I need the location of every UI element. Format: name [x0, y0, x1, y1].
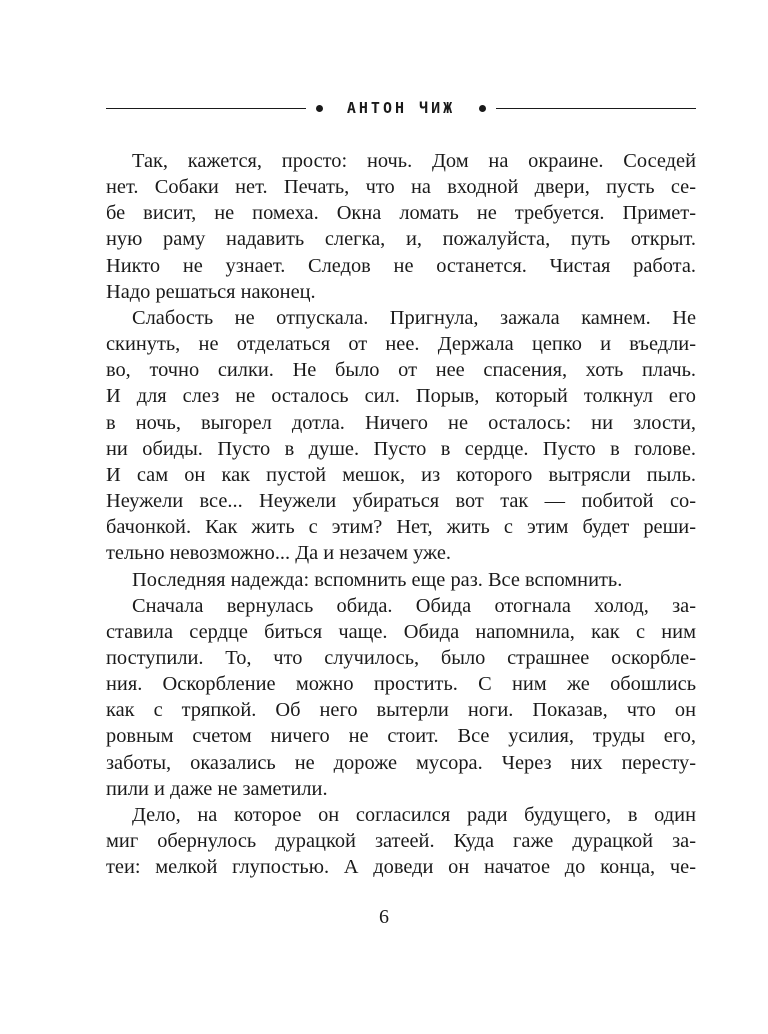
paragraph: [106, 593, 696, 802]
text-line: Последняя надежда: вспомнить еще раз. Все вспомнить.: [132, 568, 623, 591]
text-line: в ночь, выгорел дотла. Ничего не осталось: ни злости,: [106, 411, 696, 434]
text-line: Сначала вернулась обида. Обида отогнала холод, за-: [132, 594, 696, 617]
paragraph: [106, 802, 696, 880]
body-text: [106, 148, 696, 880]
text-line: И для слез не осталось сил. Порыв, который толкнул его: [106, 385, 696, 408]
running-header: [106, 96, 696, 120]
paragraph: [106, 567, 696, 593]
paragraph: [106, 305, 696, 567]
paragraph: [106, 148, 696, 305]
text-line: нет. Собаки нет. Печать, что на входной двери, пусть се-: [106, 176, 696, 199]
text-line: И сам он как пустой мешок, из которого вытрясли пыль.: [106, 463, 696, 486]
text-line: теи: мелкой глупостью. А доведи он начатое до конца, че-: [106, 856, 696, 879]
text-line: во, точно силки. Не было от нее спасения, хоть плачь.: [106, 359, 696, 382]
text-line: Так, кажется, просто: ночь. Дом на окраине. Соседей: [132, 150, 696, 172]
text-line: Никто не узнает. Следов не останется. Чистая работа.: [106, 254, 696, 277]
text-line: бачонкой. Как жить с этим? Нет, жить с этим будет реши-: [106, 516, 696, 539]
text-line: тельно невозможно... Да и незачем уже.: [106, 542, 451, 565]
text-line: ни обиды. Пусто в душе. Пусто в сердце. Пусто в голове.: [106, 437, 696, 460]
header-rule-left: [106, 108, 306, 109]
text-line: миг обернулось дурацкой затеей. Куда гаже дурацкой за-: [106, 830, 696, 853]
text-line: пили и даже не заметили.: [106, 777, 328, 800]
text-line: ния. Оскорбление можно простить. С ним же обошлись: [106, 673, 696, 696]
text-line: ную раму надавить слегка, и, пожалуйста, путь открыт.: [106, 228, 696, 251]
text-line: заботы, оказались не дороже мусора. Через них пересту-: [106, 751, 696, 774]
text-line: ровным счетом ничего не стоит. Все усилия, труды его,: [106, 725, 696, 748]
text-line: Неужели все... Неужели убираться вот так — побитой со-: [106, 490, 696, 513]
text-line: скинуть, не отделаться от нее. Держала цепко и въедли-: [106, 333, 696, 356]
header-rule-right: [496, 108, 696, 109]
header-author: АНТОН ЧИЖ: [346, 99, 456, 117]
page-number: 6: [379, 906, 389, 928]
text-line: Дело, на которое он согласился ради будущего, в один: [132, 803, 696, 826]
header-dot-left: [316, 105, 323, 112]
text-line: поступили. То, что случилось, было страшнее оскорбле-: [106, 646, 696, 669]
header-dot-right: [479, 105, 486, 112]
text-line: ставила сердце биться чаще. Обида напомнила, как с ним: [106, 620, 696, 643]
text-line: бе висит, не помеха. Окна ломать не требуется. Примет-: [106, 202, 696, 225]
text-line: Надо решаться наконец.: [106, 280, 316, 303]
text-line: как с тряпкой. Об него вытерли ноги. Показав, что он: [106, 699, 696, 722]
text-line: Слабость не отпускала. Пригнула, зажала камнем. Не: [132, 306, 696, 329]
